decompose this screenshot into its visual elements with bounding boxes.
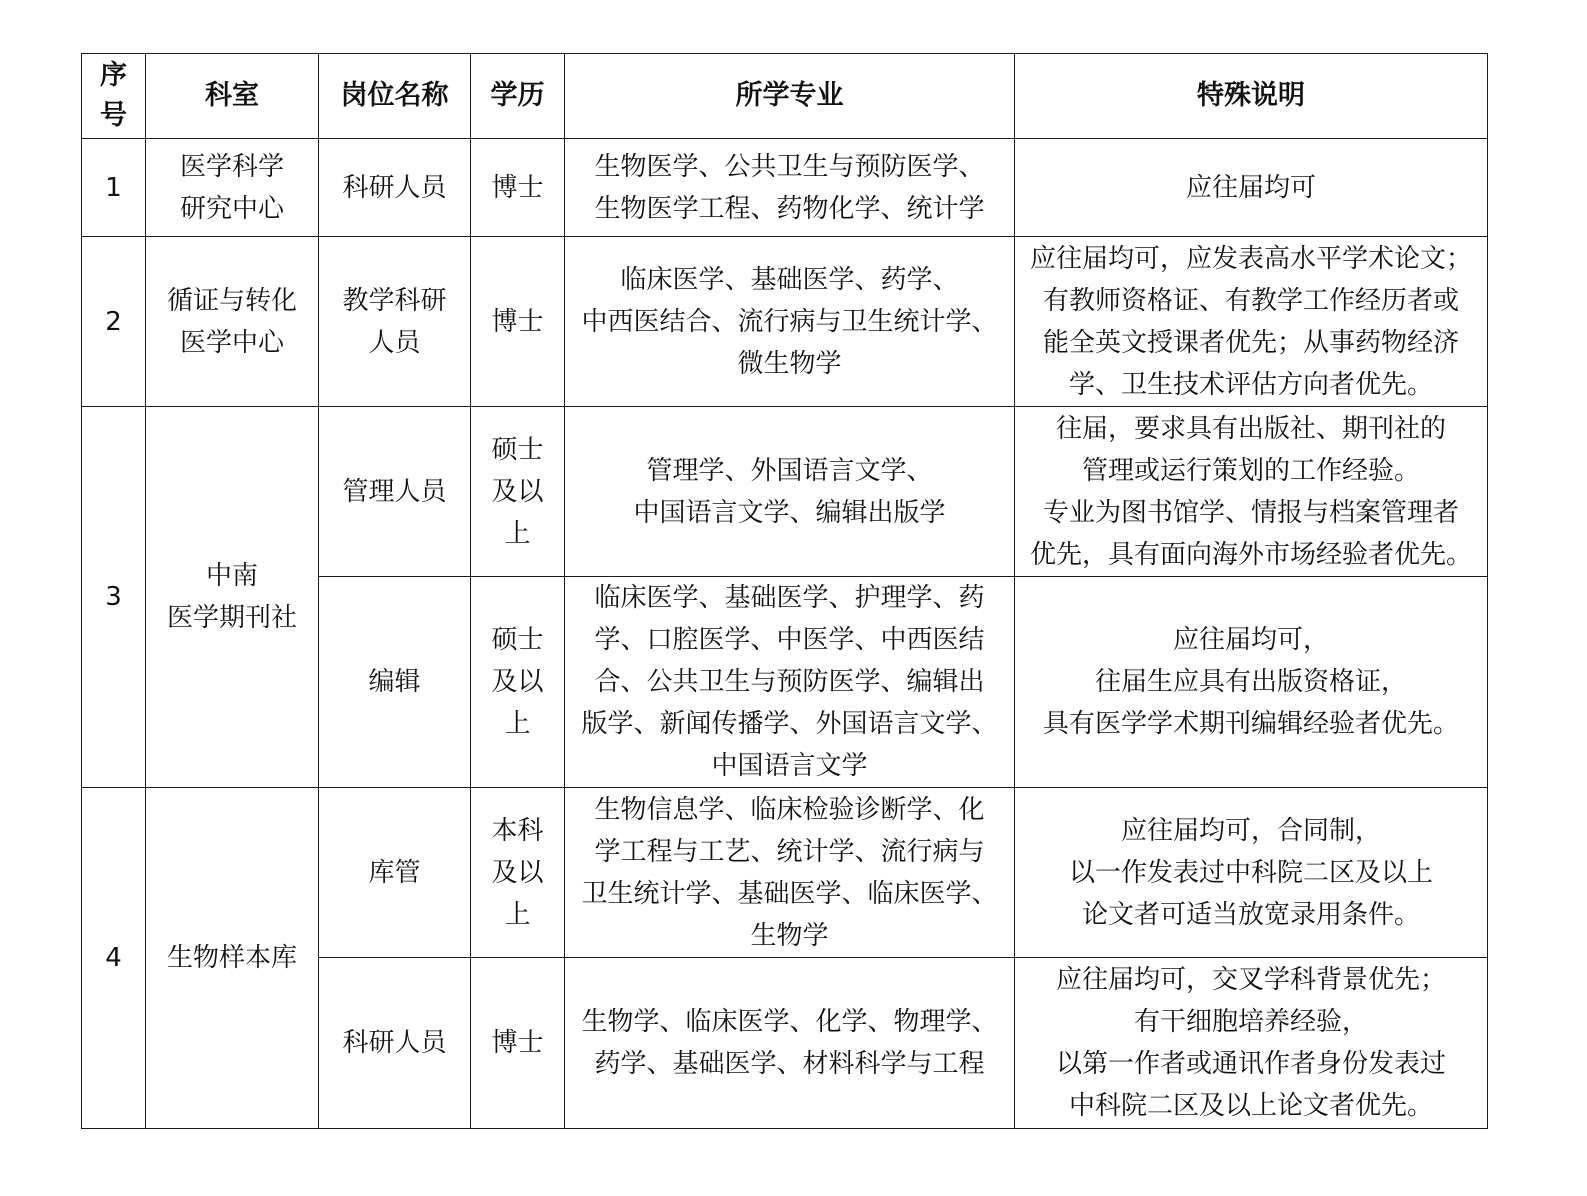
note-line: 以第一作者或通讯作者身份发表过 [1055, 1049, 1446, 1079]
major-line: 卫生统计学、基础医学、临床医学、 [581, 878, 998, 909]
dept-line: 循证与转化 [166, 285, 297, 316]
header-education: 学历 [471, 54, 565, 139]
position-cell [319, 407, 471, 577]
education-cell [471, 407, 565, 577]
position-line: 人员 [368, 327, 421, 358]
education-line: 博士 [491, 306, 544, 337]
note-line: 优先，具有面向海外市场经验者优先。 [1029, 539, 1472, 570]
major-line: 中国语言文学、编辑出版学 [633, 497, 946, 528]
major-line: 临床医学、基础医学、药学、 [620, 264, 959, 295]
note-line: 往届，要求具有出版社、期刊社的 [1055, 413, 1446, 444]
header-major: 所学专业 [565, 54, 1015, 139]
note-line: 具有医学学术期刊编辑经验者优先。 [1042, 709, 1459, 739]
note-line: 应往届均可，交叉学科背景优先； [1055, 965, 1446, 995]
education-line: 上 [504, 709, 531, 739]
row-number: 3 [82, 407, 146, 788]
position-cell [319, 958, 471, 1129]
position-cell [319, 577, 471, 788]
table-row [82, 139, 1488, 237]
dept-line: 医学科学 [179, 151, 284, 182]
row-number: 1 [82, 139, 146, 237]
education-line: 及以 [491, 476, 544, 507]
dept-line: 研究中心 [179, 193, 284, 224]
dept-cell [146, 788, 319, 1129]
note-line: 应往届均可， [1172, 625, 1329, 655]
education-cell [471, 788, 565, 958]
dept-line: 医学期刊社 [166, 603, 297, 633]
position-line: 管理人员 [342, 476, 447, 507]
education-cell [471, 958, 565, 1129]
major-line: 生物信息学、临床检验诊断学、化 [594, 794, 985, 825]
note-line: 应往届均可 [1185, 172, 1316, 203]
header-no-line: 序 [100, 60, 127, 91]
education-cell [471, 237, 565, 407]
note-line: 应往届均可，合同制， [1120, 815, 1381, 846]
education-line: 上 [504, 518, 531, 549]
major-cell [565, 139, 1015, 237]
table-row [82, 237, 1488, 407]
major-line: 临床医学、基础医学、护理学、药 [594, 583, 985, 613]
major-line: 学、口腔医学、中医学、中西医结 [594, 625, 985, 655]
major-line: 生物医学、公共卫生与预防医学、 [594, 151, 985, 182]
dept-line: 中南 [205, 561, 258, 591]
table-row [82, 788, 1488, 958]
major-line: 药学、基础医学、材料科学与工程 [594, 1049, 985, 1079]
position-cell [319, 139, 471, 237]
position-cell [319, 788, 471, 958]
note-cell [1015, 958, 1488, 1129]
note-line: 往届生应具有出版资格证， [1094, 667, 1407, 697]
note-line: 论文者可适当放宽录用条件。 [1081, 899, 1420, 930]
header-no [82, 54, 146, 139]
note-line: 管理或运行策划的工作经验。 [1081, 455, 1420, 486]
major-cell [565, 237, 1015, 407]
major-cell [565, 407, 1015, 577]
position-cell [319, 237, 471, 407]
position-line: 科研人员 [342, 172, 447, 203]
note-line: 学、卫生技术评估方向者优先。 [1068, 369, 1433, 400]
note-cell [1015, 407, 1488, 577]
education-line: 本科 [491, 815, 544, 846]
position-line: 编辑 [368, 667, 421, 697]
major-cell [565, 577, 1015, 788]
note-cell [1015, 237, 1488, 407]
education-line: 及以 [491, 667, 544, 697]
note-line: 以一作发表过中科院二区及以上 [1068, 857, 1433, 888]
position-line: 库管 [368, 857, 421, 888]
dept-cell [146, 139, 319, 237]
note-line: 应往届均可，应发表高水平学术论文； [1029, 243, 1472, 274]
education-line: 博士 [491, 172, 544, 203]
table-header-row [82, 54, 1488, 139]
note-cell [1015, 577, 1488, 788]
note-cell [1015, 139, 1488, 237]
dept-cell [146, 407, 319, 788]
row-number: 2 [82, 237, 146, 407]
major-line: 生物学 [750, 920, 829, 951]
dept-line: 生物样本库 [166, 943, 297, 973]
note-line: 中科院二区及以上论文者优先。 [1068, 1091, 1433, 1121]
education-line: 硕士 [491, 625, 544, 655]
note-cell [1015, 788, 1488, 958]
row-number: 4 [82, 788, 146, 1129]
major-line: 生物学、临床医学、化学、物理学、 [581, 1007, 998, 1037]
note-line: 能全英文授课者优先；从事药物经济 [1042, 327, 1459, 358]
major-cell [565, 788, 1015, 958]
header-no-line: 号 [100, 100, 127, 131]
note-line: 专业为图书馆学、情报与档案管理者 [1042, 497, 1459, 528]
note-line: 有干细胞培养经验， [1133, 1007, 1368, 1037]
major-line: 中西医结合、流行病与卫生统计学、 [581, 306, 998, 337]
education-cell [471, 577, 565, 788]
recruitment-table [81, 53, 1488, 1129]
table-row [82, 407, 1488, 577]
education-cell [471, 139, 565, 237]
dept-cell [146, 237, 319, 407]
dept-line: 医学中心 [179, 327, 284, 358]
major-line: 中国语言文学 [711, 751, 868, 781]
education-line: 硕士 [491, 434, 544, 465]
major-line: 生物医学工程、药物化学、统计学 [594, 193, 985, 224]
position-line: 教学科研 [342, 285, 447, 316]
header-dept: 科室 [146, 54, 319, 139]
header-note: 特殊说明 [1015, 54, 1488, 139]
education-line: 上 [504, 899, 531, 930]
major-cell [565, 958, 1015, 1129]
header-position: 岗位名称 [319, 54, 471, 139]
major-line: 合、公共卫生与预防医学、编辑出 [594, 667, 985, 697]
note-line: 有教师资格证、有教学工作经历者或 [1042, 285, 1459, 316]
education-line: 及以 [491, 857, 544, 888]
major-line: 微生物学 [737, 348, 842, 379]
position-line: 科研人员 [342, 1028, 447, 1058]
major-line: 学工程与工艺、统计学、流行病与 [594, 836, 985, 867]
major-line: 管理学、外国语言文学、 [646, 455, 933, 486]
education-line: 博士 [491, 1028, 544, 1058]
major-line: 版学、新闻传播学、外国语言文学、 [581, 709, 998, 739]
